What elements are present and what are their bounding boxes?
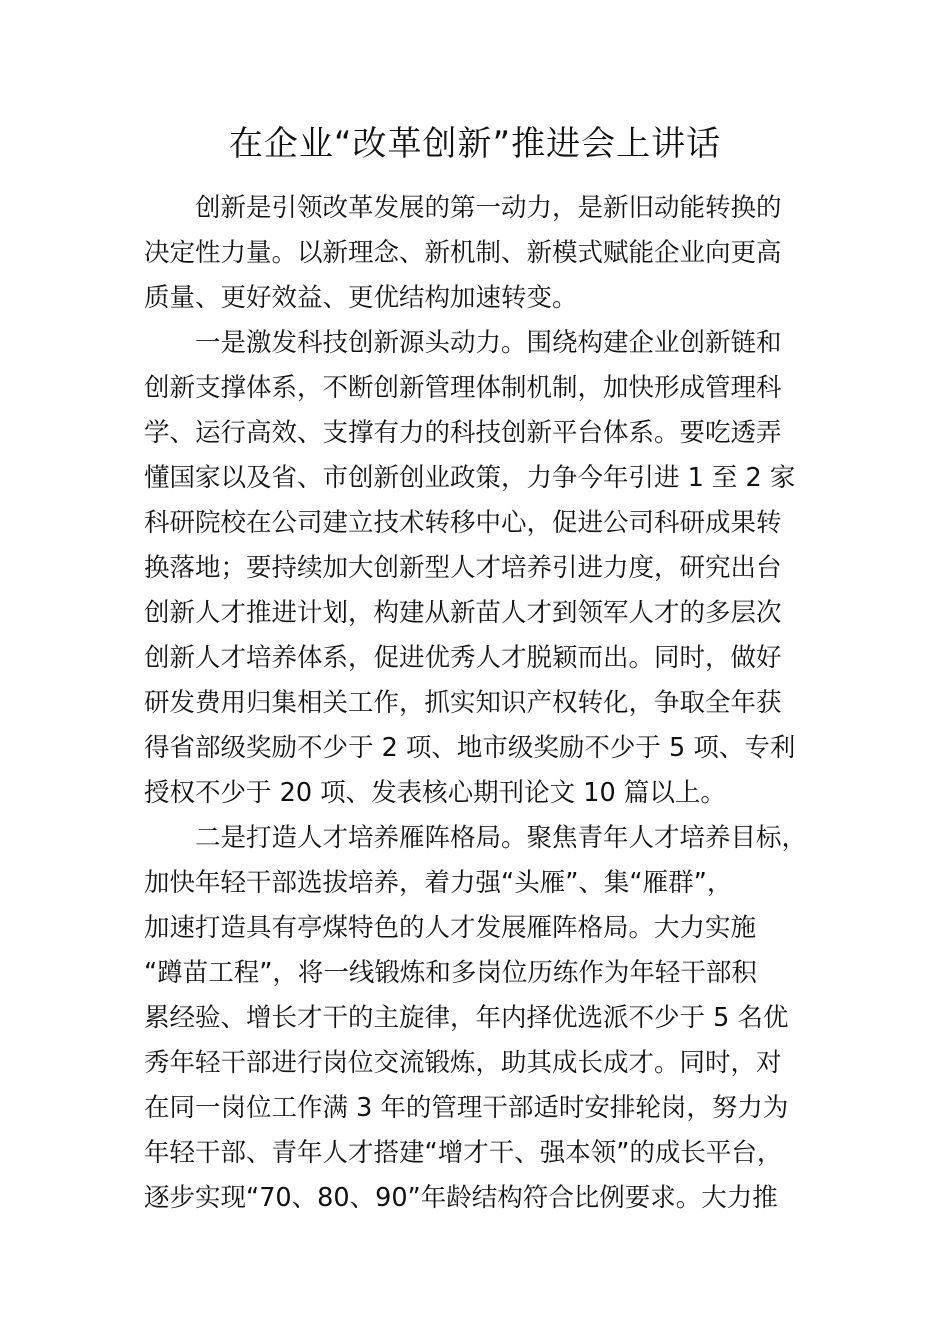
text-line: 一是激发科技创新源头动力。围绕构建企业创新链和 xyxy=(195,328,782,358)
text-line: 加快年轻干部选拔培养，着力强“头雁”、集“雁群”， xyxy=(144,868,733,898)
text-line: 创新是引领改革发展的第一动力，是新旧动能转换的 xyxy=(195,193,782,223)
text-line: 质量、更好效益、更优结构加速转变。 xyxy=(144,283,578,313)
paragraph-talent-cultivation xyxy=(144,816,808,1221)
text-line: 秀年轻干部进行岗位交流锻炼，助其成长成才。同时，对 xyxy=(144,1048,782,1078)
text-line: 加速打造具有亭煤特色的人才发展雁阵格局。大力实施 xyxy=(144,913,757,943)
text-line: 换落地；要持续加大创新型人才培养引进力度，研究出台 xyxy=(144,553,782,583)
text-line: 累经验、增长才干的主旋律，年内择优选派不少于 5 名优 xyxy=(144,1003,789,1033)
text-line: 研发费用归集相关工作，抓实知识产权转化，争取全年获 xyxy=(144,688,782,718)
text-line: 二是打造人才培养雁阵格局。聚焦青年人才培养目标， xyxy=(195,823,808,853)
paragraph-intro xyxy=(144,186,804,321)
text-line: 决定性力量。以新理念、新机制、新模式赋能企业向更高 xyxy=(144,238,782,268)
text-line: 在同一岗位工作满 3 年的管理干部适时安排轮岗，努力为 xyxy=(144,1093,789,1123)
text-line: 授权不少于 20 项、发表核心期刊论文 10 篇以上。 xyxy=(144,778,726,808)
text-line: 得省部级奖励不少于 2 项、地市级奖励不少于 5 项、专利 xyxy=(144,733,796,763)
document-title: 在企业“改革创新”推进会上讲话 xyxy=(228,124,722,164)
text-line: 创新支撑体系，不断创新管理体制机制，加快形成管理科 xyxy=(144,373,782,403)
text-line: 年轻干部、青年人才搭建“增才干、强本领”的成长平台， xyxy=(144,1138,783,1168)
text-line: “蹲苗工程”，将一线锻炼和多岗位历练作为年轻干部积 xyxy=(144,958,757,988)
text-line: 逐步实现“70、80、90”年龄结构符合比例要求。大力推 xyxy=(144,1183,778,1213)
text-line: 懂国家以及省、市创新创业政策，力争今年引进 1 至 2 家 xyxy=(144,463,796,493)
paragraph-tech-innovation xyxy=(144,321,804,816)
text-line: 学、运行高效、支撑有力的科技创新平台体系。要吃透弄 xyxy=(144,418,782,448)
document-body xyxy=(144,186,808,1221)
text-line: 创新人才培养体系，促进优秀人才脱颖而出。同时，做好 xyxy=(144,643,782,673)
text-line: 科研院校在公司建立技术转移中心，促进公司科研成果转 xyxy=(144,508,782,538)
text-line: 创新人才推进计划，构建从新苗人才到领军人才的多层次 xyxy=(144,598,782,628)
